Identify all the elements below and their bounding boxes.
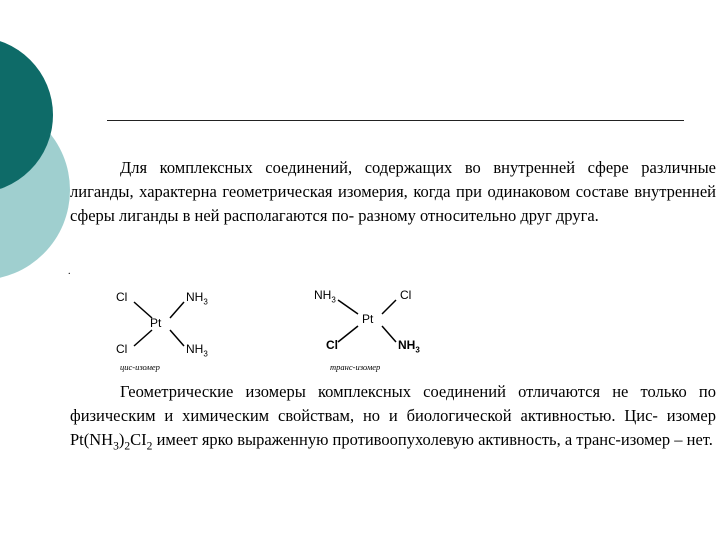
decorative-circles: [0, 0, 90, 300]
bond-top-right: [382, 300, 396, 314]
bond-bottom-left: [134, 330, 152, 346]
cis-bottom-right-ligand: $NH_3$: [186, 342, 208, 359]
trans-caption: транс-изомер: [330, 362, 381, 372]
trans-center-atom: Pt: [362, 312, 374, 326]
bond-bottom-right: [170, 330, 184, 346]
trans-isomer-structure: [310, 284, 440, 374]
trans-bottom-right-ligand: $NH_3$: [398, 338, 420, 355]
bond-bottom-right: [382, 326, 396, 342]
bond-top-left: [338, 300, 358, 314]
trans-bottom-left-ligand: Cl: [326, 338, 338, 352]
cis-caption: цис-изомер: [120, 362, 160, 372]
cis-bottom-left-ligand: Cl: [116, 342, 128, 356]
title-divider-line: [107, 120, 684, 121]
trans-top-right-ligand: Cl: [400, 288, 412, 302]
cis-center-atom: Pt: [150, 316, 162, 330]
stray-dot: .: [68, 266, 71, 277]
bond-bottom-left: [338, 326, 358, 342]
cis-isomer-structure: [112, 284, 242, 374]
cis-top-right-ligand: $NH_3$: [186, 290, 208, 307]
cis-bonds: [112, 284, 242, 374]
bond-top-right: [170, 302, 184, 318]
conclusion-paragraph: Геометрические изомеры комплексных соединений отличаются не только по физическим и химическим свойствам, но и биологической активностью. Цис- изомер $Pt(NH_3)_2CI_2$ имеет ярко выраженную противоопухолевую активность, а транс-изомер – нет.: [70, 382, 716, 453]
cis-top-left-ligand: Cl: [116, 290, 128, 304]
intro-paragraph: Для комплексных соединений, содержащих во внутренней сфере различные лиганды, характерна геометрическая изомерия, когда при одинаковом составе внутренней сферы лиганды в ней располагаются по- разному относительно друг друга.: [70, 158, 716, 226]
trans-top-left-ligand: $NH_3$: [314, 288, 336, 305]
